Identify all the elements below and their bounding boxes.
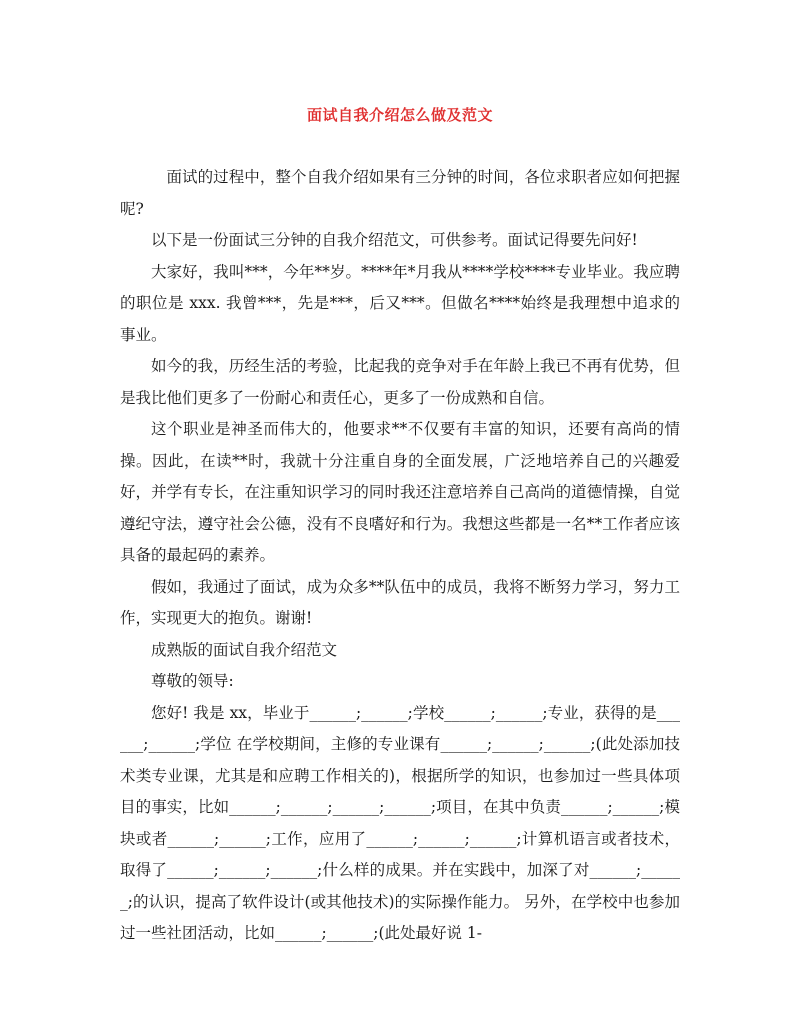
- salutation: 尊敬的领导:: [151, 672, 234, 690]
- section-heading: 成熟版的面试自我介绍范文: [151, 640, 338, 659]
- document-title: 面试自我介绍怎么做及范文: [306, 106, 493, 124]
- paragraph-greeting-intro: 大家好，我叫***，今年**岁。****年*月我从****学校****专业毕业。我应聘的职位是 xxx. 我曾***，先是***，后又***。但做名****始终是我理想中追求的事业。: [120, 262, 680, 344]
- paragraph-template: 您好! 我是 xx，毕业于______;______;学校______;______;专业，获得的是______;______;学位 在学校期间，主修的专业课有______;______;______;(此处添加技术类专业课，尤其是和应聘工作相关的)，根据所学的知识，也参加过一些具体项目的事实，比如______;______;______;______;项目，在其中负责______;______;模块或者______;______;工作，应用了______;______;______;计算机语言或者技术，取得了______;______;______;什么样的成果。并在实践中，加深了对______;______;的认识，提高了软件设计(或其他技术)的实际操作能力。 另外，在学校中也参加过一些社团活动，比如______;______;(此处最好说 1-: [120, 703, 680, 942]
- paragraph-experience: 如今的我，历经生活的考验，比起我的竞争对手在年龄上我已不再有优势，但是我比他们更多了一份耐心和责任心，更多了一份成熟和自信。: [120, 357, 680, 407]
- paragraph-intro: 面试的过程中，整个自我介绍如果有三分钟的时间，各位求职者应如何把握呢?: [120, 168, 680, 218]
- paragraph-profession: 这个职业是神圣而伟大的，他要求**不仅要有丰富的知识，还要有高尚的情操。因此，在读**时，我就十分注重自身的全面发展，广泛地培养自己的兴趣爱好，并学有专长，在注重知识学习的同时我还注意培养自己高尚的道德情操，自觉遵纪守法，遵守社会公德，没有不良嗜好和行为。我想这些都是一名**工作者应该具备的最起码的素养。: [120, 420, 680, 564]
- paragraph-closing: 假如，我通过了面试，成为众多**队伍中的成员，我将不断努力学习，努力工作，实现更大的抱负。谢谢!: [120, 577, 680, 627]
- document-body: [120, 162, 680, 950]
- paragraph-sample-note: 以下是一份面试三分钟的自我介绍范文，可供参考。面试记得要先问好!: [151, 231, 638, 249]
